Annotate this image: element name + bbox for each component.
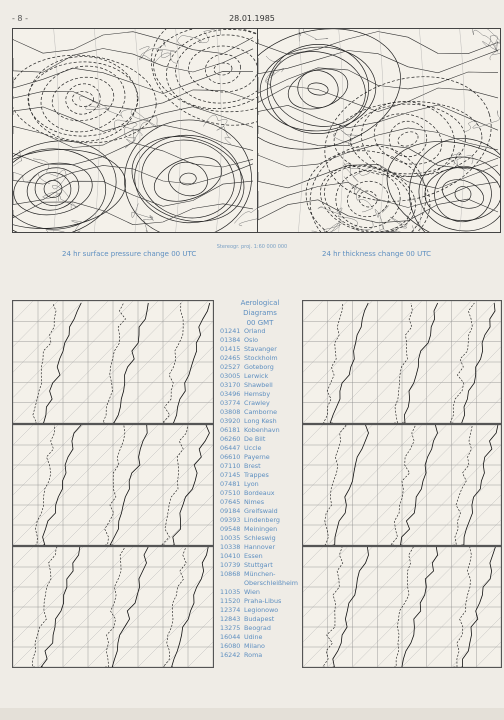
station-name: Lerwick — [244, 372, 269, 380]
station-row — [220, 480, 306, 489]
station-number: 02527 — [220, 363, 241, 371]
station-number: 10868 — [220, 570, 241, 578]
station-name: Stavanger — [244, 345, 277, 353]
station-name: Bordeaux — [244, 489, 275, 497]
thickness-caption: 24 hr thickness change 00 UTC — [322, 250, 431, 258]
station-name: Oberschleißheim — [244, 579, 299, 587]
station-number: 07645 — [220, 498, 241, 506]
station-number: 06610 — [220, 453, 241, 461]
station-number: 10338 — [220, 543, 241, 551]
aerological-diagram-left-1 — [12, 300, 214, 424]
station-name: Uccle — [244, 444, 262, 452]
aerological-diagram-left-2 — [12, 424, 214, 546]
station-number: 10739 — [220, 561, 241, 569]
page-date: 28.01.1985 — [229, 14, 275, 23]
station-number: 12374 — [220, 606, 241, 614]
station-number: 07510 — [220, 489, 241, 497]
station-number: 03005 — [220, 372, 241, 380]
station-row — [220, 552, 306, 561]
station-number: 16044 — [220, 633, 241, 641]
station-name: Long Kesh — [244, 417, 277, 425]
station-row — [220, 435, 306, 444]
station-name: Goteborg — [244, 363, 274, 371]
station-list — [220, 327, 306, 660]
station-row — [220, 417, 306, 426]
station-number: 01384 — [220, 336, 241, 344]
station-name: Wien — [244, 588, 260, 596]
station-row — [220, 327, 306, 336]
station-name: Crawley — [244, 399, 270, 407]
station-name: Essen — [244, 552, 263, 560]
station-row — [220, 615, 306, 624]
station-number: 03808 — [220, 408, 241, 416]
station-row — [220, 525, 306, 534]
station-name: Beograd — [244, 624, 271, 632]
station-number: 03774 — [220, 399, 241, 407]
surface-pressure-change-map — [12, 28, 258, 233]
station-row — [220, 462, 306, 471]
station-number: 03920 — [220, 417, 241, 425]
station-number: 02465 — [220, 354, 241, 362]
station-name: Roma — [244, 651, 263, 659]
station-number: 16242 — [220, 651, 241, 659]
pressure-contour-drawing — [13, 29, 257, 232]
station-name: Nimes — [244, 498, 265, 506]
station-number: 12843 — [220, 615, 241, 623]
station-number: 09548 — [220, 525, 241, 533]
station-number: 10035 — [220, 534, 241, 542]
station-row — [220, 588, 306, 597]
station-row — [220, 498, 306, 507]
page-bottom-edge — [0, 708, 504, 720]
station-row — [220, 561, 306, 570]
station-name: Kobenhavn — [244, 426, 280, 434]
station-number: 07481 — [220, 480, 241, 488]
station-name: Camborne — [244, 408, 278, 416]
station-row — [220, 399, 306, 408]
station-number: 03170 — [220, 381, 241, 389]
thickness-change-map — [257, 28, 501, 233]
station-name: Legionowo — [244, 606, 279, 614]
station-number: 06181 — [220, 426, 241, 434]
station-row — [220, 507, 306, 516]
station-row — [220, 633, 306, 642]
aerological-diagram-right-1 — [302, 300, 502, 424]
station-row — [220, 471, 306, 480]
station-name: Orland — [244, 327, 266, 335]
station-name: Meiningen — [244, 525, 278, 533]
station-number: 09393 — [220, 516, 241, 524]
station-number: 11520 — [220, 597, 241, 605]
station-number: 06447 — [220, 444, 241, 452]
station-name: Stockholm — [244, 354, 278, 362]
station-row — [220, 408, 306, 417]
station-name: Greifswald — [244, 507, 278, 515]
station-row — [220, 597, 306, 606]
station-number: 03496 — [220, 390, 241, 398]
station-name: Milano — [244, 642, 265, 650]
station-row — [220, 543, 306, 552]
station-row — [220, 381, 306, 390]
station-number: 09184 — [220, 507, 241, 515]
aerological-subtitle: Diagrams — [243, 309, 277, 317]
station-row — [220, 570, 306, 579]
station-name: Brest — [244, 462, 261, 470]
station-row — [220, 516, 306, 525]
station-name: München- — [244, 570, 276, 578]
station-name: Hannover — [244, 543, 276, 551]
station-row — [220, 579, 306, 588]
station-row — [220, 390, 306, 399]
station-row — [220, 489, 306, 498]
station-row — [220, 336, 306, 345]
station-number: 16080 — [220, 642, 241, 650]
station-name: Trappes — [244, 471, 269, 479]
station-row — [220, 624, 306, 633]
station-name: Udine — [244, 633, 263, 641]
surface-pressure-caption: 24 hr surface pressure change 00 UTC — [62, 250, 197, 258]
station-name: De Bilt — [244, 435, 266, 443]
station-number: 01415 — [220, 345, 241, 353]
station-name: Schleswig — [244, 534, 276, 542]
station-row — [220, 453, 306, 462]
station-name: Hemsby — [244, 390, 271, 398]
station-row — [220, 642, 306, 651]
aerological-diagram-right-2 — [302, 424, 502, 546]
station-row — [220, 426, 306, 435]
station-row — [220, 363, 306, 372]
station-row — [220, 354, 306, 363]
station-name: Lyon — [244, 480, 259, 488]
aerological-diagram-right-3 — [302, 546, 502, 668]
station-name: Budapest — [244, 615, 275, 623]
page-number: - 8 - — [12, 14, 28, 23]
station-row — [220, 606, 306, 615]
aerological-header — [220, 298, 300, 328]
station-row — [220, 444, 306, 453]
station-name: Payerne — [244, 453, 270, 461]
aerological-time: 00 GMT — [246, 319, 274, 327]
station-name: Lindenberg — [244, 516, 280, 524]
station-name: Stuttgart — [244, 561, 273, 569]
station-number: 10410 — [220, 552, 241, 560]
station-name: Shawbell — [244, 381, 273, 389]
aerological-diagram-left-3 — [12, 546, 214, 668]
station-number: 07145 — [220, 471, 241, 479]
map-scale-note: Stereogr. proj. 1:60 000 000 — [216, 244, 288, 250]
station-number: 07110 — [220, 462, 241, 470]
station-name: Oslo — [244, 336, 259, 344]
station-number: 13275 — [220, 624, 241, 632]
station-row — [220, 651, 306, 660]
station-number: 11035 — [220, 588, 241, 596]
station-number: 06260 — [220, 435, 241, 443]
station-row — [220, 345, 306, 354]
station-name: Praha-Libus — [244, 597, 282, 605]
station-number: 01241 — [220, 327, 241, 335]
station-row — [220, 372, 306, 381]
aerological-title: Aerological — [240, 299, 280, 307]
station-row — [220, 534, 306, 543]
thickness-contour-drawing — [258, 29, 500, 232]
